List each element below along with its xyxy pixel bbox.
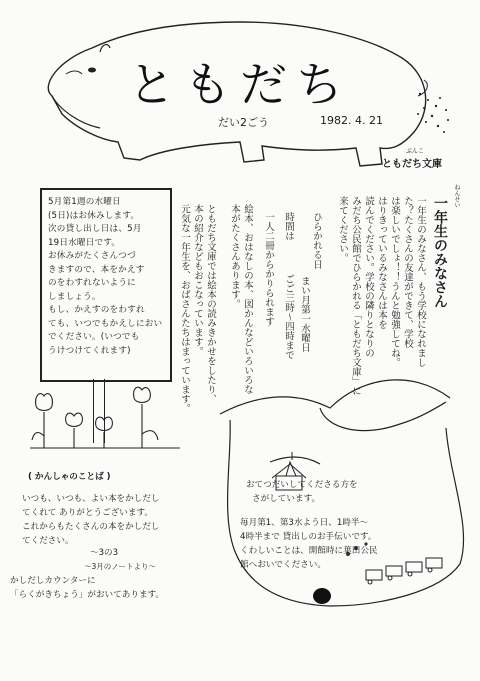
thanks-source: ～3月のノートより～ xyxy=(84,562,157,571)
invite: ともだち文庫では絵本の読みきかせをしたり、 本の紹介などもおこなっています。 元気な一年生を、おばさんたちはまっています。 xyxy=(179,204,216,413)
tulips-illustration xyxy=(30,386,180,456)
hours-value: ごご三時～四時まで xyxy=(283,274,294,360)
loan-rule: 一人二冊からかりられます xyxy=(263,212,274,326)
picture-books: 絵本、おはなしの本、図かんなどいろいろな 本がたくさんあります。 xyxy=(229,204,253,394)
newsletter-title: ともだち xyxy=(128,58,352,113)
welcome-heading: 一年生のみなさん xyxy=(432,196,448,308)
library-name: ともだち文庫 xyxy=(382,159,442,170)
thanks-body: いつも、いつも、よい本をかしだし てくれて ありがとうございます。 これからもたくさんの本をかしだし てください。 xyxy=(22,494,160,546)
apron-body: 毎月第1、第3水よう日、1時半～ 4時半まで 貸出しのお手伝いです。 くわしいことは、開館時に葉田公民 館へおいでください。 xyxy=(240,518,378,570)
apron-line2: さがしています。 xyxy=(252,494,321,504)
open-days-value: まい月第一水曜日 xyxy=(299,276,310,352)
counter-note: かしだしカウンターに 「らくがきちょう」がおいてあります。 xyxy=(10,576,165,600)
welcome-body: 一年生のみなさん、もう学校になれまし た？たくさんの友達ができて、学校 は楽しいでしょ！！うんと勉強してね。 はりきっているみなさんは本を 読んでください。学校の隣りとなりの みだち公民館でひらかれる「ともだち文庫」に 来てください。 xyxy=(337,196,426,396)
thanks-heading: ( かんしゃのことば ) xyxy=(28,472,111,482)
library-ruby: ぶんこ xyxy=(406,148,425,155)
hours-label: 時間は xyxy=(283,212,294,241)
issue-number: だい2ごう xyxy=(218,116,269,129)
heading-ruby: ねんせい xyxy=(453,184,460,208)
issue-date: 1982. 4. 21 xyxy=(320,114,383,127)
apron-illustration xyxy=(210,368,480,618)
open-days-label: ひらかれる日 xyxy=(311,212,322,269)
notice-text: 5月第1週の水曜日 (5日)はお休みします。 次の貸し出し日は、5月 19日水曜日です。 お休みがたくさんつづ きますので、本をかえす のをわすれないように しましょう。 もし、かえすのをわすれ ても、いつでもかえしにおい でください。(いつでも うけつけてくれます) xyxy=(48,197,163,356)
thanks-author: ～3の3 xyxy=(90,548,119,558)
apron-line1: おてつだいしてくださる方を xyxy=(246,480,358,490)
